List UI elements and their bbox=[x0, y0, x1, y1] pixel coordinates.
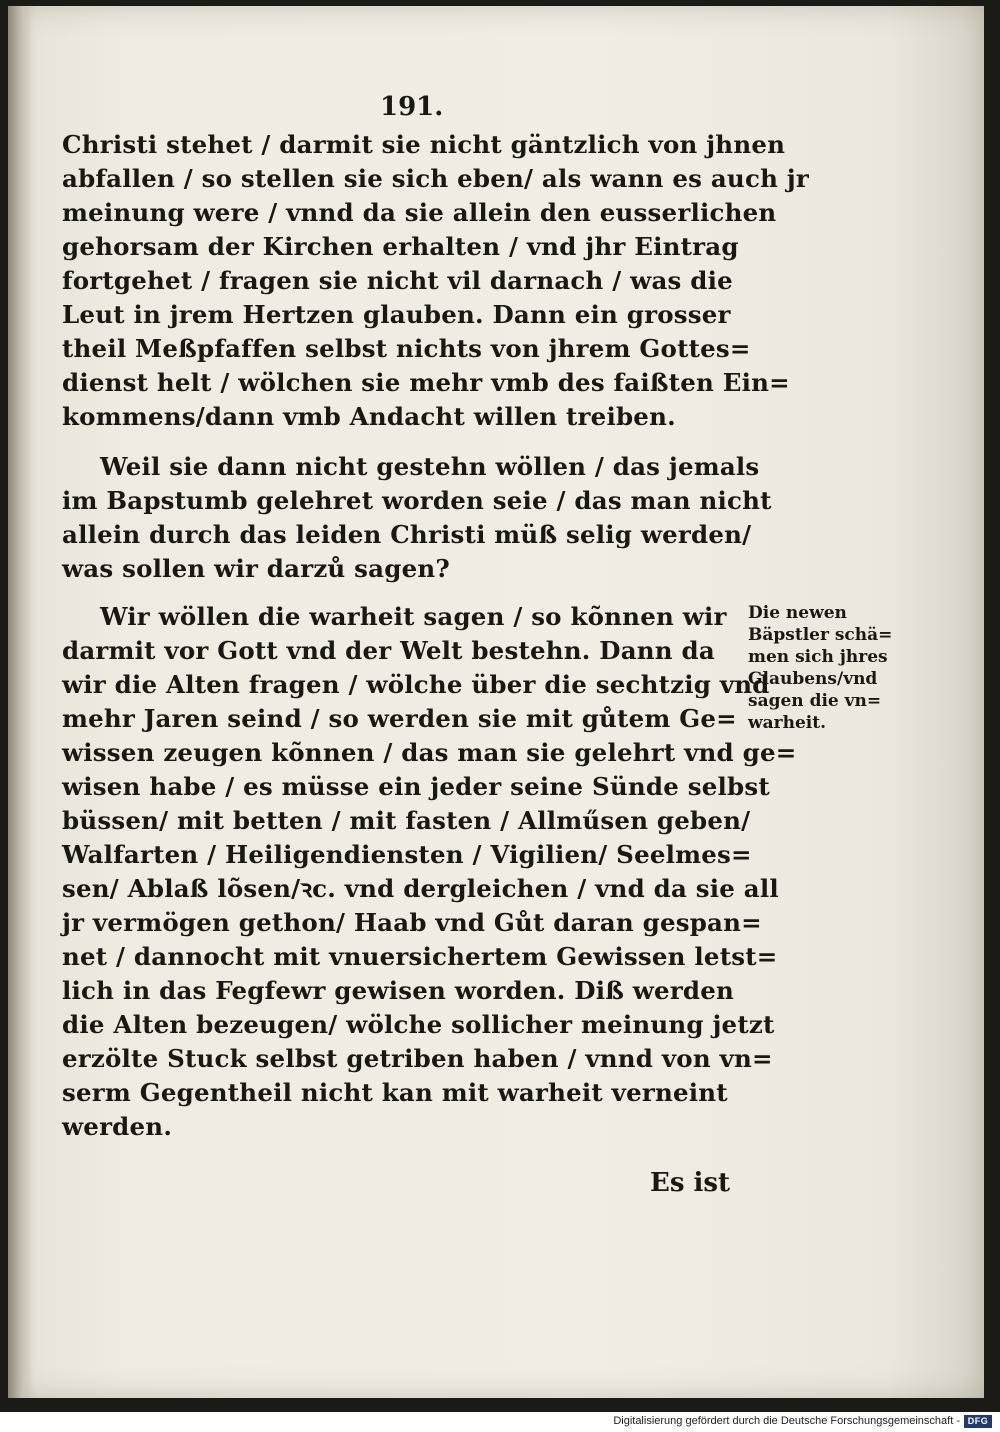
margin-note-line: men sich jhres bbox=[748, 647, 888, 667]
text-line: lich in das Fegfewr gewisen worden. Diß werden bbox=[62, 976, 735, 1005]
text-line: kommens/dann vmb Andacht willen treiben. bbox=[62, 402, 676, 431]
text-line: was sollen wir darzů sagen? bbox=[62, 554, 450, 583]
text-line: die Alten bezeugen/ wölche sollicher meinung jetzt bbox=[62, 1010, 775, 1039]
text-line: darmit vor Gott vnd der Welt bestehn. Dann da bbox=[62, 636, 715, 665]
text-line: mehr Jaren seind / so werden sie mit gůtem Ge= bbox=[62, 704, 737, 733]
text-line: im Bapstumb gelehret worden seie / das man nicht bbox=[62, 486, 772, 515]
margin-note-line: Die newen bbox=[748, 603, 847, 623]
text-line: Weil sie dann nicht gestehn wöllen / das jemals bbox=[100, 452, 760, 481]
text-line: Leut in jrem Hertzen glauben. Dann ein grosser bbox=[62, 300, 731, 329]
text-line: gehorsam der Kirchen erhalten / vnd jhr Eintrag bbox=[62, 232, 739, 261]
text-line: net / dannocht mit vnuersichertem Gewissen letst= bbox=[62, 942, 778, 971]
text-line: jr vermögen gethon/ Haab vnd Gůt daran gespan= bbox=[62, 908, 762, 937]
dfg-logo: DFG bbox=[964, 1415, 992, 1428]
text-line: dienst helt / wölchen sie mehr vmb des faißten Ein= bbox=[62, 368, 790, 397]
text-line: wissen zeugen kõnnen / das man sie gelehrt vnd ge= bbox=[62, 738, 797, 767]
text-line: erzölte Stuck selbst getriben haben / vnnd von vn= bbox=[62, 1044, 773, 1073]
text-line: meinung were / vnnd da sie allein den eusserlichen bbox=[62, 198, 777, 227]
margin-note-line: sagen die vn= bbox=[748, 691, 882, 711]
text-line: fortgehet / fragen sie nicht vil darnach / was die bbox=[62, 266, 733, 295]
text-line: wir die Alten fragen / wölche über die sechtzig vnd bbox=[62, 670, 770, 699]
margin-note-line: Glaubens/vnd bbox=[748, 669, 878, 689]
page-binding-shadow bbox=[8, 6, 32, 1398]
text-line: theil Meßpfaffen selbst nichts von jhrem Gottes= bbox=[62, 334, 751, 363]
text-line: werden. bbox=[62, 1112, 173, 1141]
text-line: allein durch das leiden Christi müß selig werden/ bbox=[62, 520, 752, 549]
margin-note-line: Bäpstler schä= bbox=[748, 625, 893, 645]
text-line: Walfarten / Heiligendiensten / Vigilien/ Seelmes= bbox=[62, 840, 752, 869]
text-line: Christi stehet / darmit sie nicht gäntzlich von jhnen bbox=[62, 130, 786, 159]
text-line: wisen habe / es müsse ein jeder seine Sünde selbst bbox=[62, 772, 770, 801]
text-line: serm Gegentheil nicht kan mit warheit verneint bbox=[62, 1078, 728, 1107]
footer-bar bbox=[0, 1412, 1000, 1432]
funding-notice: Digitalisierung gefördert durch die Deutsche Forschungsgemeinschaft - bbox=[613, 1415, 960, 1427]
margin-note-line: warheit. bbox=[748, 713, 827, 733]
text-line: abfallen / so stellen sie sich eben/ als wann es auch jr bbox=[62, 164, 809, 193]
text-line: Wir wöllen die warheit sagen / so kõnnen wir bbox=[100, 602, 727, 631]
margin-note bbox=[748, 602, 918, 734]
text-line: büssen/ mit betten / mit fasten / Allműsen geben/ bbox=[62, 806, 751, 835]
page-number: 191. bbox=[380, 92, 444, 122]
catchword: Es ist bbox=[650, 1168, 731, 1198]
text-line: sen/ Ablaß lõsen/ꝛc. vnd dergleichen / vnd da sie all bbox=[62, 874, 779, 903]
